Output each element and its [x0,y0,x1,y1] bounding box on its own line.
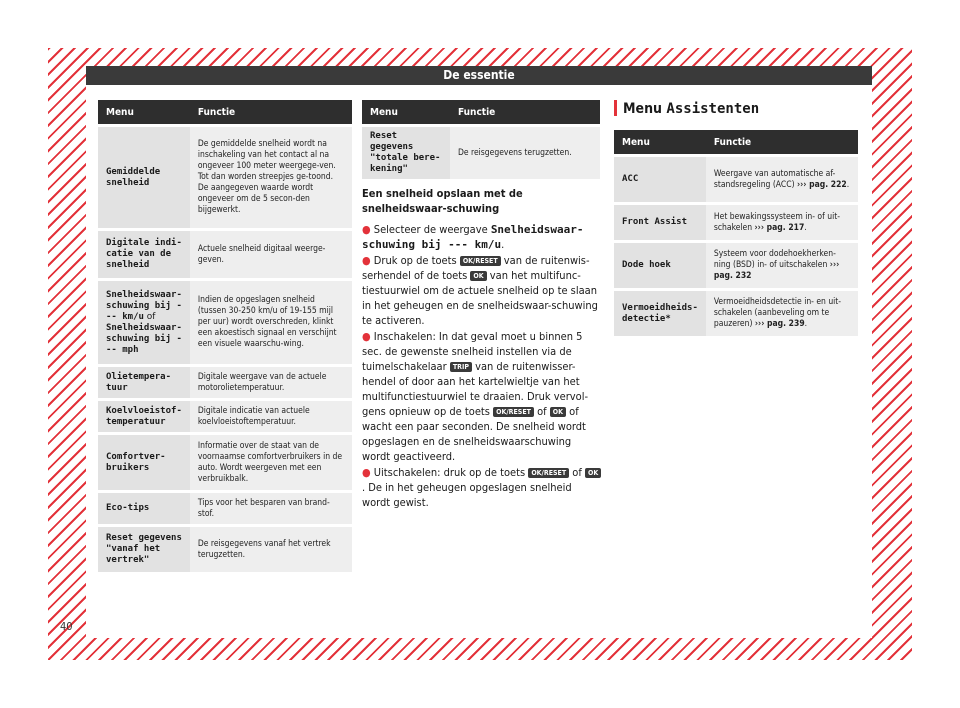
menu-cell: Olietempera-tuur [98,364,190,398]
menu-text: Snelheidswaar-schuwing bij --- mph [106,322,182,355]
table-row [614,202,858,240]
step-text: Druk op de toets [370,254,460,267]
menu-cell: Vermoeidheids-detectie* [614,288,706,336]
instruction-step [362,465,602,510]
menu-cell: Digitale indi-catie van de snelheid [98,228,190,278]
step-text: . De in het geheugen opgeslagen snelheid wordt gewist. [362,481,572,509]
section-title [614,100,759,117]
page-reference: ››› pag. 239 [754,319,805,329]
menu-cell: ACC [614,154,706,202]
step-text: van de ruitenwis-serhendel of de toets [362,254,590,282]
column-header-menu: Menu [362,100,450,124]
function-cell: Informatie over de staat van de voornaamse comfortverbruikers in de auto. Wordt weergeven met een verbruikbalk. [190,432,352,490]
function-cell: Indien de opgeslagen snelheid (tussen 30-250 km/u of 19-155 mijl per uur) wordt overschreden, klinkt een akoestisch signaal en verschijnt een visuele waarschu-wing. [190,278,352,364]
page-reference: ››› pag. 222 [796,179,847,190]
function-cell [706,154,858,202]
step-text: wacht een paar seconden. De snelheid wordt opgeslagen en de snelheidswaarschuwing wordt geactiveerd. [362,420,586,463]
page-header: De essentie [86,66,872,85]
instruction-step [362,222,602,252]
table-row [614,240,858,288]
function-cell [706,202,858,240]
menu-cell: Front Assist [614,202,706,240]
function-text: Weergave van automatische af-standsregeling (ACC) [713,168,836,190]
ok-reset-key-icon: OK/RESET [460,256,501,266]
table-row [98,432,352,490]
step-text: of [566,405,579,418]
function-cell [706,240,858,288]
step-text: of [533,405,550,418]
menu-cell: Reset gegevens "totale bere-kening" [362,124,450,179]
table-row [98,364,352,398]
bullet-icon: ● [362,223,371,236]
ok-key-icon: OK [585,468,601,478]
step-text: of [569,466,582,479]
step-text: . [501,238,505,251]
table-row [98,228,352,278]
page-reference: ››› pag. 232 [713,260,840,281]
table-row [614,154,858,202]
function-text: Vermoeidheidsdetectie in- en uit-schakelen (aanbeveling om te pauzeren) [713,297,842,329]
menu-text: Snelheidswaar-schuwing bij --- km/u [106,289,182,322]
table-row [98,124,352,228]
function-cell: Digitale indicatie van actuele koelvloeistoftemperatuur. [190,398,352,432]
column-header-functie: Functie [706,130,858,154]
table-row [98,490,352,524]
table-row [98,524,352,572]
function-cell: De reisgegevens vanaf het vertrek terugzetten. [190,524,352,572]
column-header-menu: Menu [614,130,706,154]
step-text: Inschakelen: In dat geval moet u binnen 5 sec. de gewenste snelheid instellen via de tuimelschakelaar [362,330,583,373]
column-header-menu: Menu [98,100,190,124]
function-cell: De gemiddelde snelheid wordt na inschakeling van het contact al na ongeveer 100 meter weergege-ven. Tot dan worden streepjes ge-toond. De aangegeven waarde wordt ongeveer om de 5 secon-den bijgewerkt. [190,124,352,228]
instructions-section [362,186,602,511]
trip-key-icon: TRIP [450,362,472,372]
ok-key-icon: OK [550,407,566,417]
step-text: van het multifunc-tiestuurwiel om de actuele snelheid op te slaan in het geheugen en de snelheidswaar-schuwing te activeren. [362,269,598,327]
function-text: . [804,319,808,329]
table-row [614,288,858,336]
page-number: 40 [60,620,73,633]
function-cell: De reisgegevens terugzetten. [450,124,600,179]
menu-cell: Reset gegevens "vanaf het vertrek" [98,524,190,572]
bullet-icon: ● [362,254,371,267]
function-cell: Actuele snelheid digitaal weerge-geven. [190,228,352,278]
menu-table-middle [362,100,600,179]
table-row [362,124,600,179]
section-marker [614,100,617,116]
menu-cell: Gemiddelde snelheid [98,124,190,228]
function-text: Systeem voor dodehoekherken-ning (BSD) in- of uitschakelen [713,249,836,270]
section-title-mono: Assistenten [666,101,760,117]
menu-table-left [98,100,352,572]
function-cell [706,288,858,336]
ok-reset-key-icon: OK/RESET [528,468,569,478]
column-header-functie: Functie [450,100,600,124]
instruction-step [362,329,602,464]
bullet-icon: ● [362,330,371,343]
function-cell: Digitale weergave van de actuele motorolietemperatuur. [190,364,352,398]
page [86,66,872,638]
display-name: Snelheidswaar-schuwing bij --- km/u [362,223,584,251]
bullet-icon: ● [362,466,371,479]
section-title-text: Menu [623,101,667,117]
instruction-step [362,253,602,328]
step-text: Selecteer de weergave [370,223,491,236]
table-row [98,278,352,364]
column-header-functie: Functie [190,100,352,124]
menu-cell: Koelvloeistof-temperatuur [98,398,190,432]
function-cell: Tips voor het besparen van brand-stof. [190,490,352,524]
step-text: Uitschakelen: druk op de toets [370,466,529,479]
table-row [98,398,352,432]
page-reference: ››› pag. 217 [754,222,805,233]
menu-cell [98,278,190,364]
ok-reset-key-icon: OK/RESET [493,407,534,417]
function-text: . [804,222,807,233]
function-text: Het bewakingssysteem in- of uit-schakelen [713,211,840,233]
step-text: van de ruitenwisser-hendel of door aan het kartelwieltje van het multifunctiestuurwiel te draaien. Druk vervol-gens opnieuw op de toets [362,360,589,418]
menu-cell: Eco-tips [98,490,190,524]
menu-cell: Comfortver-bruikers [98,432,190,490]
assistenten-table [614,130,858,336]
menu-text-connector: of [143,311,156,322]
function-text: . [846,179,850,190]
instructions-heading: Een snelheid opslaan met de snelheidswaar-schuwing [362,187,523,215]
menu-cell: Dode hoek [614,240,706,288]
ok-key-icon: OK [470,271,486,281]
